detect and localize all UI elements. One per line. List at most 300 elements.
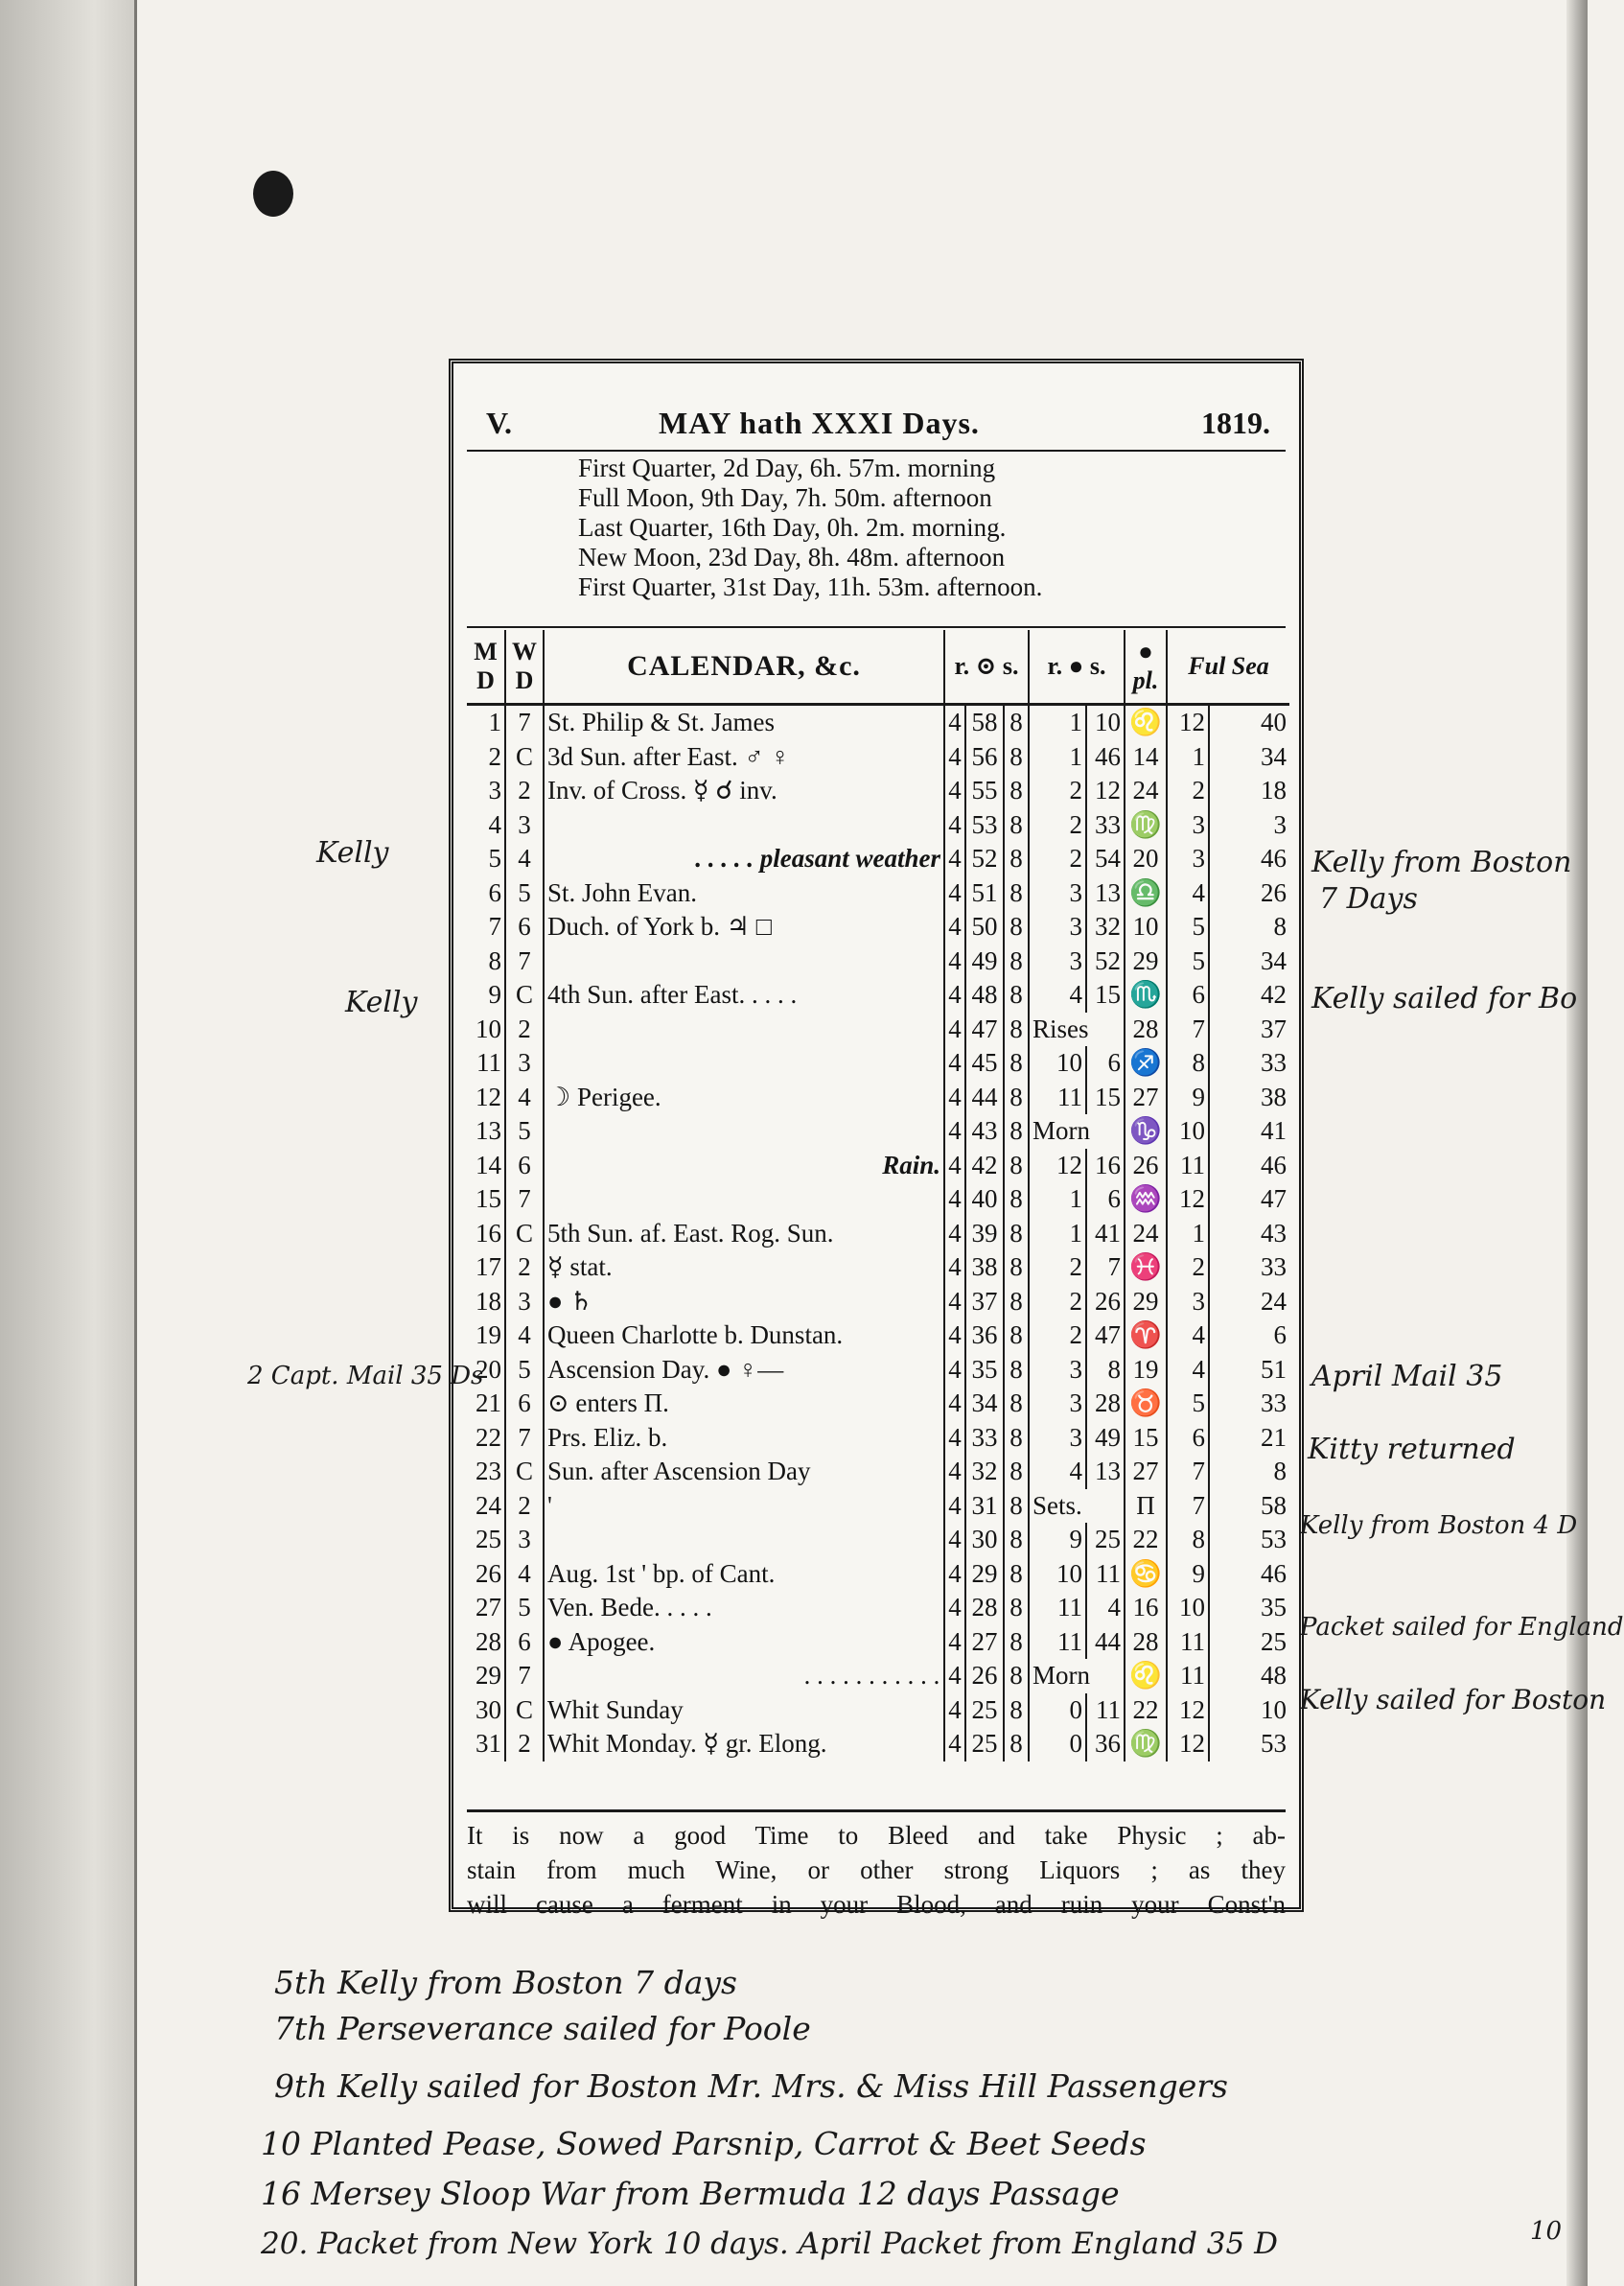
calendar-event: ● ♄ — [544, 1285, 944, 1319]
sun-set-hour: 8 — [1004, 842, 1029, 876]
moon-hour: 2 — [1029, 774, 1086, 808]
handwritten-bottom-note: 16 Mersey Sloop War from Bermuda 12 days Passage — [261, 2175, 1120, 2212]
moon-minute: 12 — [1086, 774, 1125, 808]
calendar-event: 5th Sun. af. East. Rog. Sun. — [544, 1217, 944, 1251]
sun-rise-minute: 51 — [965, 876, 1004, 911]
sun-set-hour: 8 — [1004, 978, 1029, 1013]
sun-rise-minute: 25 — [965, 1727, 1004, 1761]
day-of-month: 3 — [488, 776, 501, 805]
calendar-table — [467, 630, 1289, 1761]
calendar-event: ● Apogee. — [544, 1625, 944, 1660]
sun-rise-hour: 4 — [944, 1081, 965, 1115]
sun-set-hour: 8 — [1004, 1727, 1029, 1761]
day-of-week: 4 — [505, 842, 544, 876]
sun-rise-minute: 45 — [965, 1046, 1004, 1081]
table-row — [467, 1353, 1289, 1388]
table-row — [467, 978, 1289, 1013]
day-of-month: 1 — [488, 708, 501, 736]
table-row — [467, 740, 1289, 775]
sun-rise-minute: 50 — [965, 910, 1004, 945]
moon-place: ♓ — [1125, 1250, 1167, 1285]
day-of-month: 2 — [488, 741, 501, 771]
handwritten-right-note: Kelly from Boston — [1311, 846, 1572, 879]
full-sea-minute: 37 — [1209, 1013, 1289, 1047]
moon-phase-line: First Quarter, 2d Day, 6h. 57m. morning — [578, 454, 996, 482]
full-sea-hour: 3 — [1167, 1285, 1209, 1319]
full-sea-minute: 21 — [1209, 1421, 1289, 1456]
moon-place: ♐ — [1125, 1046, 1167, 1081]
table-row — [467, 774, 1289, 808]
day-of-month: 15 — [476, 1184, 501, 1213]
full-sea-hour: 5 — [1167, 945, 1209, 979]
calendar-event: Queen Charlotte b. Dunstan. — [544, 1318, 944, 1353]
moon-minute: 4 — [1086, 1591, 1125, 1625]
full-sea-minute: 42 — [1209, 978, 1289, 1013]
calendar-event: 4th Sun. after East. . . . . — [544, 978, 944, 1013]
sun-rise-minute: 33 — [965, 1421, 1004, 1456]
moon-minute: 54 — [1086, 842, 1125, 876]
sun-rise-hour: 4 — [944, 1046, 965, 1081]
moon-phases — [578, 454, 1268, 602]
sun-set-hour: 8 — [1004, 1250, 1029, 1285]
header-sun: r. ⊙ s. — [944, 630, 1029, 705]
sun-set-hour: 8 — [1004, 1557, 1029, 1592]
moon-minute: 25 — [1086, 1523, 1125, 1557]
sun-rise-hour: 4 — [944, 1114, 965, 1149]
full-sea-hour: 4 — [1167, 1318, 1209, 1353]
sun-set-hour: 8 — [1004, 1217, 1029, 1251]
calendar-event: Aug. 1st ' bp. of Cant. — [544, 1557, 944, 1592]
calendar-event: . . . . . . . . . . . — [544, 1659, 944, 1693]
moon-hour: Morn — [1029, 1114, 1125, 1149]
day-of-week: 2 — [505, 1250, 544, 1285]
day-of-month: 26 — [476, 1558, 501, 1588]
header-full-sea: Ful Sea — [1167, 630, 1289, 705]
full-sea-hour: 4 — [1167, 1353, 1209, 1388]
advice-line: will cause a ferment in your Blood, and ruin your Const'n — [467, 1890, 1286, 1919]
moon-place: 29 — [1125, 1285, 1167, 1319]
moon-minute: 33 — [1086, 808, 1125, 843]
day-of-week: C — [505, 1693, 544, 1728]
day-of-month: 12 — [476, 1082, 501, 1111]
table-row — [467, 842, 1289, 876]
moon-place: ♌ — [1125, 705, 1167, 740]
sun-rise-hour: 4 — [944, 1217, 965, 1251]
sun-rise-hour: 4 — [944, 1285, 965, 1319]
moon-hour: 3 — [1029, 1421, 1086, 1456]
header-wd: W D — [505, 630, 544, 705]
full-sea-hour: 9 — [1167, 1081, 1209, 1115]
day-of-week: 7 — [505, 1182, 544, 1217]
full-sea-minute: 47 — [1209, 1182, 1289, 1217]
full-sea-minute: 33 — [1209, 1387, 1289, 1421]
full-sea-minute: 6 — [1209, 1318, 1289, 1353]
moon-hour: Sets. — [1029, 1489, 1125, 1524]
table-row — [467, 910, 1289, 945]
moon-hour: 11 — [1029, 1625, 1086, 1660]
sun-rise-minute: 52 — [965, 842, 1004, 876]
moon-place: 28 — [1125, 1625, 1167, 1660]
day-of-week: 4 — [505, 1318, 544, 1353]
moon-hour: 3 — [1029, 1387, 1086, 1421]
sun-rise-hour: 4 — [944, 1318, 965, 1353]
day-of-month: 20 — [476, 1354, 501, 1384]
full-sea-hour: 8 — [1167, 1523, 1209, 1557]
calendar-event: ☽ Perigee. — [544, 1081, 944, 1115]
day-of-month: 8 — [488, 945, 501, 975]
moon-place: ♍ — [1125, 1727, 1167, 1761]
sun-set-hour: 8 — [1004, 1013, 1029, 1047]
full-sea-hour: 11 — [1167, 1625, 1209, 1660]
handwritten-left-note: Kelly — [316, 836, 389, 870]
header-place: ● pl. — [1125, 630, 1167, 705]
moon-phase-line: New Moon, 23d Day, 8h. 48m. afternoon — [578, 543, 1006, 572]
header-rule — [467, 450, 1286, 452]
table-row — [467, 1421, 1289, 1456]
moon-place: ♍ — [1125, 808, 1167, 843]
moon-place: 19 — [1125, 1353, 1167, 1388]
day-of-month: 23 — [476, 1457, 501, 1485]
full-sea-hour: 1 — [1167, 740, 1209, 775]
moon-place: Π — [1125, 1489, 1167, 1524]
day-of-week: C — [505, 1455, 544, 1489]
sun-rise-minute: 25 — [965, 1693, 1004, 1728]
left-page-edge — [0, 0, 137, 2286]
moon-place: 26 — [1125, 1149, 1167, 1183]
handwritten-right-note: April Mail 35 — [1311, 1360, 1503, 1393]
day-of-month: 14 — [476, 1150, 501, 1179]
day-of-month: 17 — [476, 1252, 501, 1281]
day-of-week: 7 — [505, 1659, 544, 1693]
moon-place: ♌ — [1125, 1659, 1167, 1693]
moon-hour: 2 — [1029, 808, 1086, 843]
full-sea-hour: 12 — [1167, 1727, 1209, 1761]
table-row — [467, 1489, 1289, 1524]
full-sea-minute: 33 — [1209, 1250, 1289, 1285]
day-of-month: 11 — [476, 1048, 501, 1077]
day-of-month: 16 — [476, 1218, 501, 1248]
day-of-week: 5 — [505, 1114, 544, 1149]
sun-rise-minute: 38 — [965, 1250, 1004, 1285]
sun-set-hour: 8 — [1004, 1625, 1029, 1660]
moon-hour: 2 — [1029, 1250, 1086, 1285]
sun-rise-minute: 42 — [965, 1149, 1004, 1183]
calendar-event: St. John Evan. — [544, 876, 944, 911]
table-row — [467, 1318, 1289, 1353]
sun-rise-minute: 35 — [965, 1353, 1004, 1388]
full-sea-minute: 53 — [1209, 1727, 1289, 1761]
sun-set-hour: 8 — [1004, 740, 1029, 775]
day-of-month: 18 — [476, 1286, 501, 1316]
day-of-week: 7 — [505, 945, 544, 979]
full-sea-minute: 41 — [1209, 1114, 1289, 1149]
header-moon: r. ● s. — [1029, 630, 1125, 705]
moon-place: 27 — [1125, 1081, 1167, 1115]
moon-minute: 13 — [1086, 1455, 1125, 1489]
moon-minute: 15 — [1086, 978, 1125, 1013]
sun-rise-hour: 4 — [944, 1387, 965, 1421]
day-of-month: 9 — [488, 980, 501, 1009]
moon-place: 22 — [1125, 1693, 1167, 1728]
moon-minute: 8 — [1086, 1353, 1125, 1388]
table-row — [467, 1149, 1289, 1183]
month-title: MAY hath XXXI Days. — [659, 406, 980, 440]
moon-hour: 10 — [1029, 1557, 1086, 1592]
moon-hour: 3 — [1029, 876, 1086, 911]
moon-minute: 15 — [1086, 1081, 1125, 1115]
advice-line: stain from much Wine, or other strong Liquors ; as they — [467, 1855, 1286, 1884]
sun-rise-minute: 40 — [965, 1182, 1004, 1217]
sun-rise-minute: 28 — [965, 1591, 1004, 1625]
table-row — [467, 1046, 1289, 1081]
moon-minute: 13 — [1086, 876, 1125, 911]
full-sea-minute: 33 — [1209, 1046, 1289, 1081]
moon-minute: 32 — [1086, 910, 1125, 945]
moon-minute: 26 — [1086, 1285, 1125, 1319]
full-sea-hour: 9 — [1167, 1557, 1209, 1592]
sun-rise-minute: 36 — [965, 1318, 1004, 1353]
full-sea-hour: 11 — [1167, 1149, 1209, 1183]
full-sea-hour: 6 — [1167, 978, 1209, 1013]
sun-rise-hour: 4 — [944, 1523, 965, 1557]
sun-set-hour: 8 — [1004, 1149, 1029, 1183]
moon-place: 10 — [1125, 910, 1167, 945]
moon-hour: 11 — [1029, 1591, 1086, 1625]
full-sea-minute: 3 — [1209, 808, 1289, 843]
sun-rise-hour: 4 — [944, 774, 965, 808]
moon-place: 20 — [1125, 842, 1167, 876]
month-number: V. — [486, 406, 512, 440]
sun-rise-minute: 47 — [965, 1013, 1004, 1047]
sun-rise-hour: 4 — [944, 876, 965, 911]
day-of-week: 5 — [505, 1353, 544, 1388]
full-sea-hour: 7 — [1167, 1013, 1209, 1047]
sun-set-hour: 8 — [1004, 774, 1029, 808]
day-of-week: 3 — [505, 1046, 544, 1081]
day-of-week: 2 — [505, 774, 544, 808]
moon-place: 22 — [1125, 1523, 1167, 1557]
table-row — [467, 705, 1289, 740]
sun-rise-hour: 4 — [944, 1489, 965, 1524]
calendar-event: Sun. after Ascension Day — [544, 1455, 944, 1489]
handwritten-right-note: Kelly sailed for Boston — [1300, 1684, 1607, 1715]
moon-minute: 44 — [1086, 1625, 1125, 1660]
sun-rise-hour: 4 — [944, 978, 965, 1013]
calendar-event — [544, 1013, 944, 1047]
advice-text — [467, 1809, 1286, 1922]
sun-rise-minute: 32 — [965, 1455, 1004, 1489]
moon-place: 16 — [1125, 1591, 1167, 1625]
handwritten-corner-number: 10 — [1530, 2217, 1563, 2246]
full-sea-hour: 5 — [1167, 1387, 1209, 1421]
table-row — [467, 1591, 1289, 1625]
full-sea-hour: 10 — [1167, 1114, 1209, 1149]
full-sea-hour: 11 — [1167, 1659, 1209, 1693]
moon-place: 29 — [1125, 945, 1167, 979]
moon-hour: 9 — [1029, 1523, 1086, 1557]
full-sea-minute: 46 — [1209, 842, 1289, 876]
moon-hour: 1 — [1029, 740, 1086, 775]
calendar-event — [544, 1046, 944, 1081]
day-of-week: 6 — [505, 1387, 544, 1421]
moon-hour: Morn — [1029, 1659, 1125, 1693]
handwritten-bottom-note: 5th Kelly from Boston 7 days — [274, 1964, 737, 2001]
full-sea-minute: 58 — [1209, 1489, 1289, 1524]
moon-phase-line: First Quarter, 31st Day, 11h. 53m. afternoon. — [578, 572, 1043, 601]
table-row — [467, 876, 1289, 911]
sun-rise-hour: 4 — [944, 1013, 965, 1047]
handwritten-bottom-note: 7th Perseverance sailed for Poole — [274, 2010, 811, 2047]
table-row — [467, 1659, 1289, 1693]
moon-hour: 3 — [1029, 910, 1086, 945]
day-of-week: 4 — [505, 1557, 544, 1592]
sun-rise-hour: 4 — [944, 1149, 965, 1183]
day-of-week: 2 — [505, 1727, 544, 1761]
table-row — [467, 1693, 1289, 1728]
moon-hour: 3 — [1029, 945, 1086, 979]
day-of-week: C — [505, 1217, 544, 1251]
sun-set-hour: 8 — [1004, 1523, 1029, 1557]
day-of-week: 6 — [505, 1149, 544, 1183]
full-sea-hour: 4 — [1167, 876, 1209, 911]
sun-set-hour: 8 — [1004, 1182, 1029, 1217]
moon-place: 14 — [1125, 740, 1167, 775]
calendar-event: . . . . . pleasant weather — [544, 842, 944, 876]
calendar-event: ☿ stat. — [544, 1250, 944, 1285]
sun-rise-minute: 37 — [965, 1285, 1004, 1319]
sun-rise-minute: 56 — [965, 740, 1004, 775]
calendar-event: Rain. — [544, 1149, 944, 1183]
full-sea-minute: 43 — [1209, 1217, 1289, 1251]
calendar-event: Prs. Eliz. b. — [544, 1421, 944, 1456]
calendar-event — [544, 1182, 944, 1217]
full-sea-minute: 25 — [1209, 1625, 1289, 1660]
sun-set-hour: 8 — [1004, 910, 1029, 945]
full-sea-hour: 10 — [1167, 1591, 1209, 1625]
full-sea-minute: 46 — [1209, 1557, 1289, 1592]
moon-place: 28 — [1125, 1013, 1167, 1047]
table-row — [467, 1081, 1289, 1115]
calendar-event — [544, 945, 944, 979]
moon-minute: 16 — [1086, 1149, 1125, 1183]
day-of-week: 7 — [505, 705, 544, 740]
moon-place: ♑ — [1125, 1114, 1167, 1149]
day-of-week: 6 — [505, 1625, 544, 1660]
sun-set-hour: 8 — [1004, 1081, 1029, 1115]
moon-hour: 2 — [1029, 1318, 1086, 1353]
sun-rise-hour: 4 — [944, 910, 965, 945]
day-of-week: C — [505, 978, 544, 1013]
moon-minute: 41 — [1086, 1217, 1125, 1251]
moon-hour: 0 — [1029, 1693, 1086, 1728]
sun-rise-minute: 53 — [965, 808, 1004, 843]
sun-rise-minute: 30 — [965, 1523, 1004, 1557]
moon-minute: 47 — [1086, 1318, 1125, 1353]
table-row — [467, 1013, 1289, 1047]
almanac-header — [467, 406, 1286, 444]
sun-set-hour: 8 — [1004, 1114, 1029, 1149]
full-sea-minute: 18 — [1209, 774, 1289, 808]
moon-hour: 1 — [1029, 1217, 1086, 1251]
sun-rise-hour: 4 — [944, 1557, 965, 1592]
sun-rise-minute: 49 — [965, 945, 1004, 979]
sun-rise-hour: 4 — [944, 808, 965, 843]
sun-rise-hour: 4 — [944, 945, 965, 979]
table-row — [467, 1387, 1289, 1421]
sun-set-hour: 8 — [1004, 1318, 1029, 1353]
moon-minute: 36 — [1086, 1727, 1125, 1761]
moon-place: ♏ — [1125, 978, 1167, 1013]
handwritten-left-note: Kelly — [345, 986, 418, 1019]
day-of-week: C — [505, 740, 544, 775]
moon-hour: 3 — [1029, 1353, 1086, 1388]
moon-hour: 10 — [1029, 1046, 1086, 1081]
calendar-event: St. Philip & St. James — [544, 705, 944, 740]
day-of-week: 3 — [505, 1285, 544, 1319]
moon-hour: 1 — [1029, 1182, 1086, 1217]
day-of-month: 22 — [476, 1422, 501, 1452]
day-of-month: 29 — [476, 1661, 501, 1690]
day-of-month: 21 — [476, 1388, 501, 1417]
moon-minute: 7 — [1086, 1250, 1125, 1285]
sun-set-hour: 8 — [1004, 1659, 1029, 1693]
table-row — [467, 1625, 1289, 1660]
table-row — [467, 1250, 1289, 1285]
moon-hour: 1 — [1029, 705, 1086, 740]
sun-rise-minute: 34 — [965, 1387, 1004, 1421]
moon-hour: 2 — [1029, 1285, 1086, 1319]
full-sea-minute: 8 — [1209, 910, 1289, 945]
full-sea-minute: 8 — [1209, 1455, 1289, 1489]
table-row — [467, 1182, 1289, 1217]
handwritten-right-note: Kelly sailed for Bo — [1311, 982, 1578, 1015]
calendar-event: Whit Sunday — [544, 1693, 944, 1728]
moon-minute: 11 — [1086, 1693, 1125, 1728]
moon-place: ♎ — [1125, 876, 1167, 911]
calendar-event: ⊙ enters Π. — [544, 1387, 944, 1421]
sun-rise-minute: 27 — [965, 1625, 1004, 1660]
full-sea-minute: 24 — [1209, 1285, 1289, 1319]
sun-rise-hour: 4 — [944, 1455, 965, 1489]
sun-rise-minute: 58 — [965, 705, 1004, 740]
moon-hour: 4 — [1029, 978, 1086, 1013]
sun-set-hour: 8 — [1004, 808, 1029, 843]
sun-set-hour: 8 — [1004, 1046, 1029, 1081]
full-sea-minute: 26 — [1209, 876, 1289, 911]
ink-blot — [253, 171, 293, 217]
day-of-month: 25 — [476, 1525, 501, 1553]
full-sea-minute: 35 — [1209, 1591, 1289, 1625]
moon-minute: 49 — [1086, 1421, 1125, 1456]
full-sea-hour: 7 — [1167, 1489, 1209, 1524]
handwritten-left-note: 2 Capt. Mail 35 Ds — [247, 1362, 484, 1390]
header-md: M D — [467, 630, 505, 705]
sun-set-hour: 8 — [1004, 1387, 1029, 1421]
moon-place: ♋ — [1125, 1557, 1167, 1592]
day-of-month: 24 — [476, 1490, 501, 1520]
calendar-event — [544, 1114, 944, 1149]
sun-rise-hour: 4 — [944, 705, 965, 740]
full-sea-hour: 2 — [1167, 1250, 1209, 1285]
moon-hour: Rises — [1029, 1013, 1125, 1047]
calendar-event: Inv. of Cross. ☿ ☌ inv. — [544, 774, 944, 808]
handwritten-bottom-note: 20. Packet from New York 10 days. April Packet from England 35 D — [261, 2227, 1278, 2261]
sun-rise-minute: 55 — [965, 774, 1004, 808]
full-sea-minute: 48 — [1209, 1659, 1289, 1693]
full-sea-hour: 6 — [1167, 1421, 1209, 1456]
full-sea-minute: 10 — [1209, 1693, 1289, 1728]
full-sea-minute: 40 — [1209, 705, 1289, 740]
